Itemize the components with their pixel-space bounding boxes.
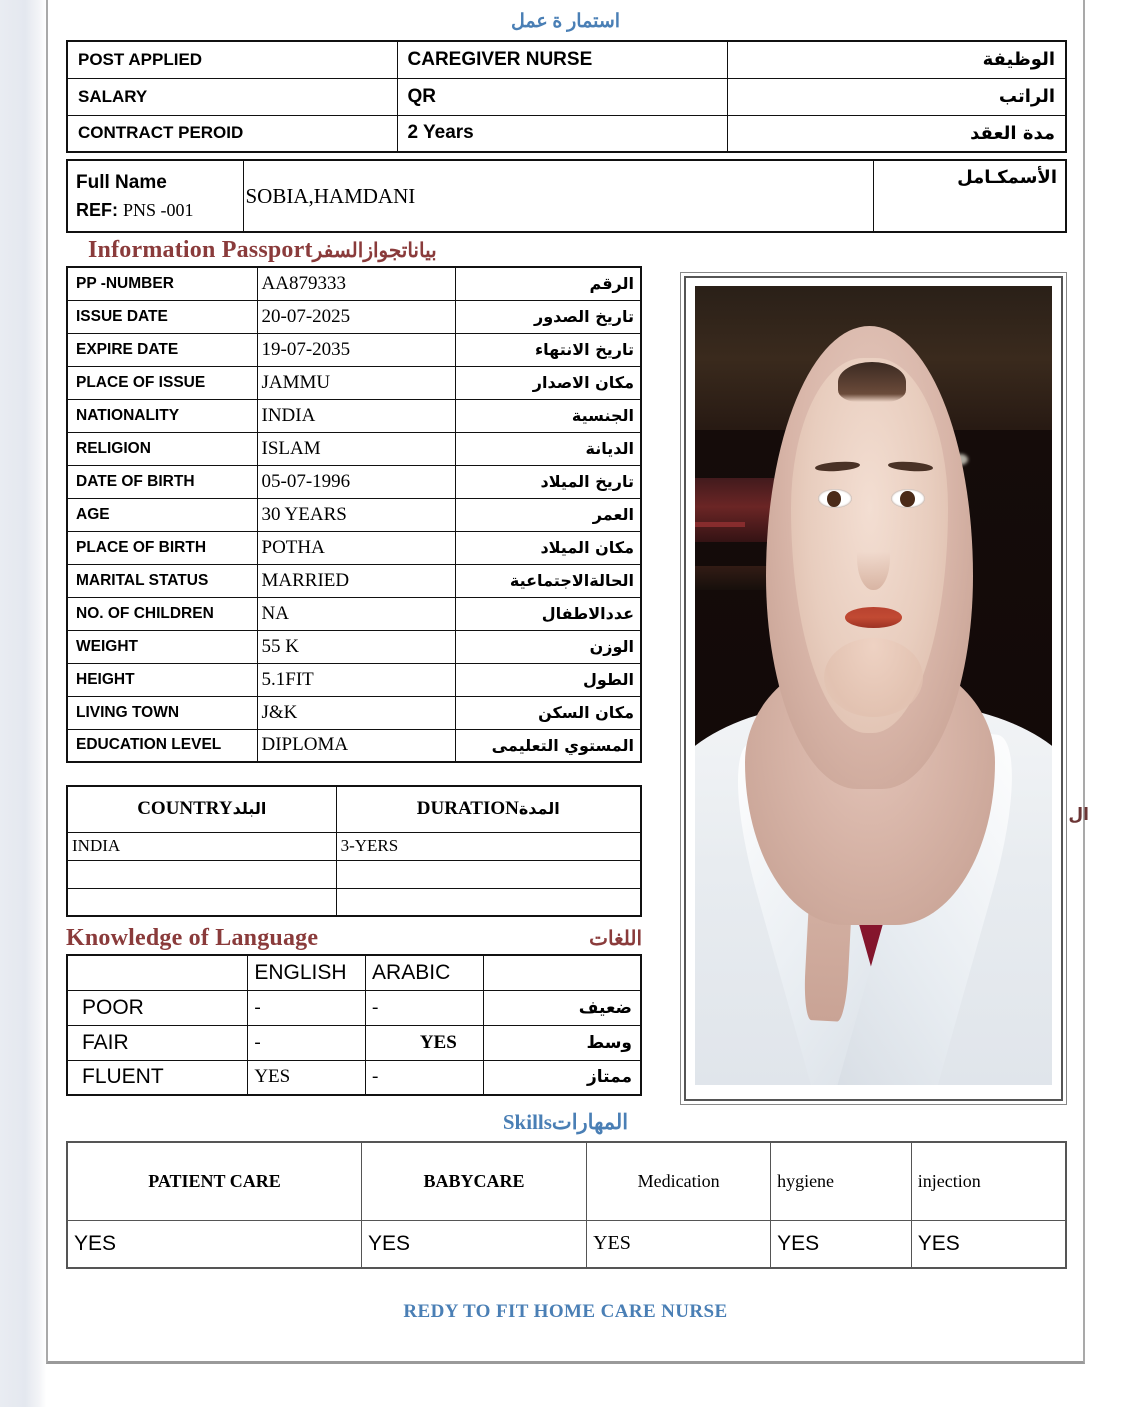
photo-chin xyxy=(824,638,924,718)
applicant-photo-border xyxy=(684,276,1063,1101)
date-of-birth-label: DATE OF BIRTH xyxy=(67,465,257,498)
table-row xyxy=(67,729,641,762)
table-row xyxy=(67,41,1066,78)
issue-date-arabic: تاريخ الصدور xyxy=(455,300,641,333)
lang-fluent-arabic-label: ممتاز xyxy=(483,1060,641,1095)
passport-heading-en: Information Passport xyxy=(88,237,313,263)
passport-section-heading xyxy=(88,237,1065,264)
experience-country-2 xyxy=(67,860,336,888)
experience-country-1: INDIA xyxy=(67,832,336,860)
passport-info-table xyxy=(66,266,642,763)
issue-date-value: 20-07-2025 xyxy=(257,300,455,333)
table-row xyxy=(67,1060,641,1095)
nationality-value: INDIA xyxy=(257,399,455,432)
lang-fair-arabic: YES xyxy=(366,1025,484,1060)
salary-label: SALARY xyxy=(67,78,397,115)
lang-fair-english: - xyxy=(248,1025,366,1060)
table-row xyxy=(67,531,641,564)
skills-header-row xyxy=(67,1142,1066,1220)
place-of-birth-value: POTHA xyxy=(257,531,455,564)
document-page xyxy=(46,0,1089,1364)
lang-poor-arabic: - xyxy=(366,990,484,1025)
skills-heading-ar: المهارات xyxy=(551,1110,629,1134)
marital-status-arabic: الحالةالاجتماعية xyxy=(455,564,641,597)
document-title: استمار ة عمل xyxy=(510,11,621,32)
full-name-label: Full Name xyxy=(76,172,167,194)
lang-level-poor: POOR xyxy=(67,990,248,1025)
place-of-issue-value: JAMMU xyxy=(257,366,455,399)
pp-number-arabic: الرقم xyxy=(455,267,641,300)
expire-date-arabic: تاريخ الانتهاء xyxy=(455,333,641,366)
religion-label: RELIGION xyxy=(67,432,257,465)
children-count-label: NO. OF CHILDREN xyxy=(67,597,257,630)
weight-value: 55 K xyxy=(257,630,455,663)
skill-header-injection: injection xyxy=(911,1142,1066,1220)
experience-duration-2 xyxy=(336,860,641,888)
education-level-value: DIPLOMA xyxy=(257,729,455,762)
table-row xyxy=(67,564,641,597)
lang-fair-arabic-label: وسط xyxy=(483,1025,641,1060)
table-row xyxy=(67,696,641,729)
table-row xyxy=(67,432,641,465)
languages-heading-en: Knowledge of Language xyxy=(66,925,319,951)
table-row xyxy=(67,663,641,696)
skill-header-babycare: BABYCARE xyxy=(361,1142,586,1220)
ref-label: REF: xyxy=(76,199,118,220)
pp-number-value: AA879333 xyxy=(257,267,455,300)
date-of-birth-value: 05-07-1996 xyxy=(257,465,455,498)
skills-heading-en: Skills xyxy=(502,1110,552,1134)
issue-date-label: ISSUE DATE xyxy=(67,300,257,333)
table-row xyxy=(67,333,641,366)
contract-period-value: 2 Years xyxy=(397,115,727,152)
table-row xyxy=(67,300,641,333)
experience-duration-3 xyxy=(336,888,641,916)
religion-arabic: الديانة xyxy=(455,432,641,465)
ref-line xyxy=(76,197,235,223)
skills-table xyxy=(66,1141,1067,1269)
passport-heading-ar: بياناتجوازالسفر xyxy=(312,240,437,262)
lang-col-arabic: ARABIC xyxy=(366,955,484,990)
skill-value-hygiene: YES xyxy=(771,1220,912,1268)
skills-section-heading xyxy=(66,1110,1065,1135)
religion-value: ISLAM xyxy=(257,432,455,465)
table-row xyxy=(67,860,641,888)
height-value: 5.1FIT xyxy=(257,663,455,696)
experience-table xyxy=(66,785,642,917)
weight-label: WEIGHT xyxy=(67,630,257,663)
contract-period-label: CONTRACT PEROID xyxy=(67,115,397,152)
skill-header-medication: Medication xyxy=(587,1142,771,1220)
passport-info-zone xyxy=(66,266,1065,1096)
height-label: HEIGHT xyxy=(67,663,257,696)
duration-header-en: DURATION xyxy=(416,798,519,820)
lang-level-fluent: FLUENT xyxy=(67,1060,248,1095)
contract-period-arabic: مدة العقد xyxy=(727,115,1066,152)
lang-col-english: ENGLISH xyxy=(248,955,366,990)
photo-iris-left xyxy=(827,491,841,507)
place-of-issue-label: PLACE OF ISSUE xyxy=(67,366,257,399)
footer-note: REDY TO FIT HOME CARE NURSE xyxy=(403,1301,728,1322)
table-row xyxy=(67,465,641,498)
skill-value-medication: YES xyxy=(587,1220,771,1268)
languages-table xyxy=(66,954,642,1096)
lang-col-blank-left xyxy=(67,955,248,990)
experience-country-3 xyxy=(67,888,336,916)
lang-poor-english: - xyxy=(248,990,366,1025)
skill-header-hygiene: hygiene xyxy=(771,1142,912,1220)
table-row xyxy=(67,366,641,399)
table-row xyxy=(67,399,641,432)
table-row xyxy=(67,267,641,300)
applicant-photo-frame xyxy=(680,272,1067,1105)
children-count-arabic: عددالاطفال xyxy=(455,597,641,630)
height-arabic: الطول xyxy=(455,663,641,696)
photo-iris-right xyxy=(900,491,914,507)
country-header-ar: البلد xyxy=(232,799,267,819)
skill-value-babycare: YES xyxy=(361,1220,586,1268)
nationality-arabic: الجنسية xyxy=(455,399,641,432)
table-row xyxy=(67,498,641,531)
lang-col-blank-right xyxy=(483,955,641,990)
age-arabic: العمر xyxy=(455,498,641,531)
duration-header xyxy=(336,786,641,832)
full-name-label-cell xyxy=(67,160,243,232)
full-name-arabic: الأسمكـامل xyxy=(873,160,1066,232)
photo-lips xyxy=(845,607,902,628)
table-row xyxy=(67,1025,641,1060)
table-row xyxy=(67,160,1066,232)
marital-status-label: MARITAL STATUS xyxy=(67,564,257,597)
table-row xyxy=(67,78,1066,115)
duration-header-ar: المدة xyxy=(518,799,560,819)
nationality-label: NATIONALITY xyxy=(67,399,257,432)
table-row xyxy=(67,888,641,916)
living-town-label: LIVING TOWN xyxy=(67,696,257,729)
applicant-photo xyxy=(695,286,1052,1085)
lang-fluent-arabic: - xyxy=(366,1060,484,1095)
post-applied-label: POST APPLIED xyxy=(67,41,397,78)
skills-value-row xyxy=(67,1220,1066,1268)
expire-date-label: EXPIRE DATE xyxy=(67,333,257,366)
skill-value-injection: YES xyxy=(911,1220,1066,1268)
full-name-table xyxy=(66,159,1067,233)
living-town-arabic: مكان السكن xyxy=(455,696,641,729)
post-applied-table xyxy=(66,40,1067,153)
education-level-arabic: المستوي التعليمى xyxy=(455,729,641,762)
scan-gutter xyxy=(0,0,46,1407)
table-row xyxy=(67,990,641,1025)
table-row xyxy=(67,832,641,860)
languages-heading-ar: اللغات xyxy=(589,928,642,950)
lang-poor-arabic-label: ضعيف xyxy=(483,990,641,1025)
salary-value: QR xyxy=(397,78,727,115)
pp-number-label: PP -NUMBER xyxy=(67,267,257,300)
skill-value-patient-care: YES xyxy=(67,1220,361,1268)
table-row xyxy=(67,115,1066,152)
weight-arabic: الوزن xyxy=(455,630,641,663)
experience-duration-1: 3-YERS xyxy=(336,832,641,860)
children-count-value: NA xyxy=(257,597,455,630)
country-header-en: COUNTRY xyxy=(137,798,233,820)
photo-background-shelf xyxy=(695,478,774,542)
photo-hairline xyxy=(838,362,906,402)
table-row xyxy=(67,597,641,630)
lang-fluent-english: YES xyxy=(248,1060,366,1095)
languages-header-row xyxy=(67,955,641,990)
salary-arabic: الراتب xyxy=(727,78,1066,115)
margin-arabic-fragment: ال xyxy=(1068,805,1089,825)
place-of-birth-label: PLACE OF BIRTH xyxy=(67,531,257,564)
age-value: 30 YEARS xyxy=(257,498,455,531)
photo-background-redline xyxy=(695,522,745,527)
lang-level-fair: FAIR xyxy=(67,1025,248,1060)
education-level-label: EDUCATION LEVEL xyxy=(67,729,257,762)
place-of-birth-arabic: مكان الميلاد xyxy=(455,531,641,564)
marital-status-value: MARRIED xyxy=(257,564,455,597)
date-of-birth-arabic: تاريخ الميلاد xyxy=(455,465,641,498)
post-applied-arabic: الوظيفة xyxy=(727,41,1066,78)
living-town-value: J&K xyxy=(257,696,455,729)
post-applied-value: CAREGIVER NURSE xyxy=(397,41,727,78)
age-label: AGE xyxy=(67,498,257,531)
experience-header-row xyxy=(67,786,641,832)
languages-section-heading xyxy=(66,925,642,952)
skill-header-patient-care: PATIENT CARE xyxy=(67,1142,361,1220)
ref-value: PNS -001 xyxy=(123,199,194,220)
place-of-issue-arabic: مكان الاصدار xyxy=(455,366,641,399)
country-header xyxy=(67,786,336,832)
table-row xyxy=(67,630,641,663)
full-name-value: SOBIA,HAMDANI xyxy=(243,160,873,232)
photo-nose xyxy=(857,526,889,590)
expire-date-value: 19-07-2035 xyxy=(257,333,455,366)
